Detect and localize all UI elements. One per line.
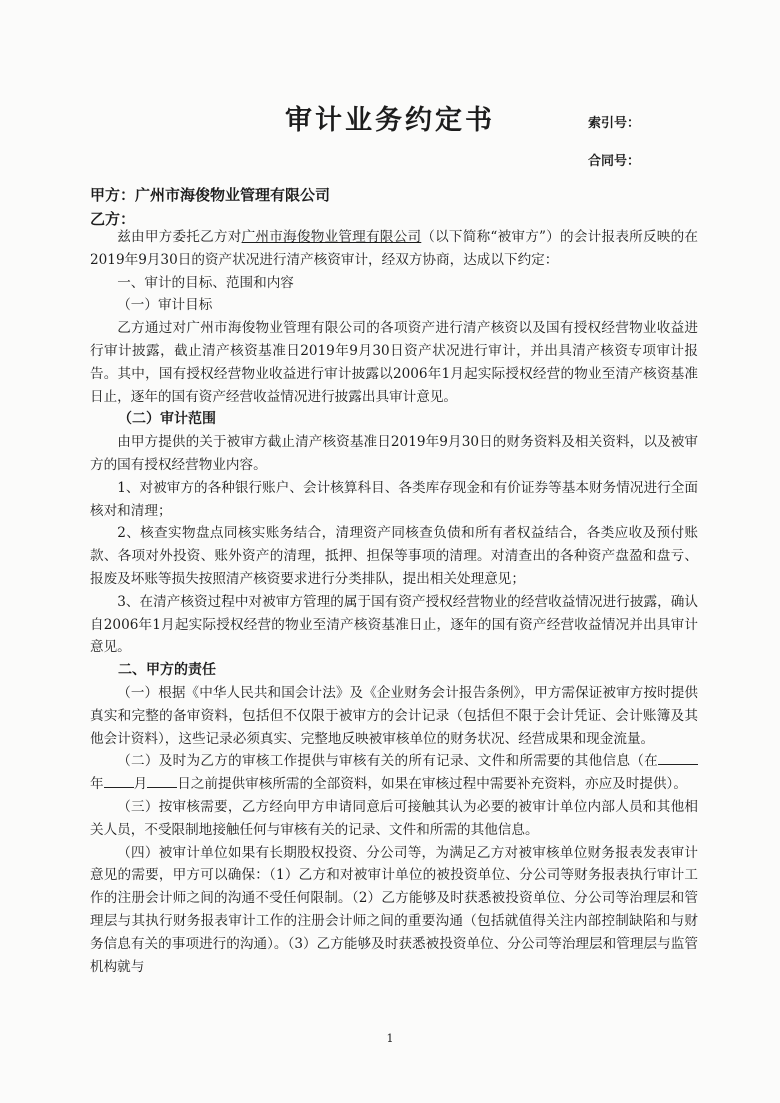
- responsibility-3: （三）按审核需要，乙方经向甲方申请同意后可接触其认为必要的被审计单位内部人员和其他相关人员，不受限制地接触任何与审核有关的记录、文件和所需的其他信息。: [90, 798, 698, 838]
- responsibility-4: （四）被审计单位如果有长期股权投资、分公司等，为满足乙方对被审核单位财务报表发表审计意见的需要，甲方可以确保：（1）乙方和对被审计单位的被投资单位、分公司等财务报表执行审计工作的注册会计师之间的沟通不受任何限制。（2）乙方能够及时获悉被投资单位、分公司等治理层和管理层与其执行财务报表审计工作的注册会计师之间的重要沟通（包括就值得关注内部控制缺陷和与财务信息有关的事项进行的沟通）。（3）乙方能够及时获悉被投资单位、分公司等治理层和管理层与监管机构就与: [90, 844, 698, 975]
- contract-number-label: 合同号：: [588, 154, 641, 169]
- section-1-2-heading: （二）审计范围: [118, 411, 216, 428]
- blank-year: [658, 750, 698, 765]
- scope-item-2: 2、核查实物盘点同核实账务结合，清理资产同核查负债和所有者权益结合，各类应收及预付账款、各项对外投资、账外资产的清理，抵押、担保等事项的清理。对清查出的各种资产盘盈和盘亏、报废及坏账等损失按照清产核资要求进行分类排队，提出相关处理意见；: [90, 525, 698, 587]
- document-body: [90, 226, 698, 978]
- document-title: 审计业务约定书: [285, 105, 495, 136]
- responsibility-2: （二）及时为乙方的审核工作提供与审核有关的所有记录、文件和所需要的其他信息（在年 月 日之前提供审核所需的全部资料，如果在审核过程中需要补充资料，亦应及时提供）。: [90, 750, 698, 796]
- section-1-1-heading: （一）审计目标: [117, 297, 213, 314]
- index-number-label: 索引号：: [588, 116, 641, 131]
- party-a: 甲方：广州市海俊物业管理有限公司: [90, 186, 331, 204]
- blank-month: [104, 773, 134, 788]
- responsibility-1: （一）根据《中华人民共和国会计法》及《企业财务会计报告条例》，甲方需保证被审方按时提供真实和完整的备审资料，包括但不仅限于被审方的会计记录（包括但不限于会计凭证、会计账簿及其他会计资料），这些记录必须真实、完整地反映被审核单位的财务状况、经营成果和现金流量。: [90, 684, 698, 747]
- audited-company-name: 广州市海俊物业管理有限公司: [241, 229, 422, 245]
- section-1-2-text: 由甲方提供的关于被审方截止清产核资基准日2019年9月30日的财务资料及相关资料，以及被审方的国有授权经营物业内容。: [90, 434, 698, 473]
- intro-paragraph: 兹由甲方委托乙方对广州市海俊物业管理有限公司（以下简称“被审方”）的会计报表所反映的在2019年9月30日的资产状况进行清产核资审计，经双方协商，达成以下约定：: [90, 229, 699, 268]
- section-2-heading: 二、甲方的责任: [118, 662, 216, 679]
- blank-day: [147, 773, 177, 788]
- page-number: 1: [386, 1032, 394, 1045]
- scope-item-1: 1、对被审方的各种银行账户、会计核算科目、各类库存现金和有价证券等基本财务情况进行全面核对和清理；: [90, 479, 698, 519]
- section-1-heading: 一、审计的目标、范围和内容: [117, 274, 294, 291]
- scope-item-3: 3、在清产核资过程中对被审方管理的属于国有资产授权经营物业的经营收益情况进行披露，确认自2006年1月起实际授权经营的物业至清产核资基准日止，逐年的国有资产经营收益情况并出具审计意见。: [90, 593, 698, 656]
- section-1-1-text: 乙方通过对广州市海俊物业管理有限公司的各项资产进行清产核资以及国有授权经营物业收益进行审计披露，截止清产核资基准日2019年9月30日资产状况进行审计，并出具清产核资专项审计报告。其中，国有授权经营物业收益进行审计披露以2006年1月起实际授权经营的物业至清产核资基准日止，逐年的国有资产经营收益情况进行披露出具审计意见。: [90, 320, 698, 405]
- party-b: 乙方：: [90, 210, 136, 228]
